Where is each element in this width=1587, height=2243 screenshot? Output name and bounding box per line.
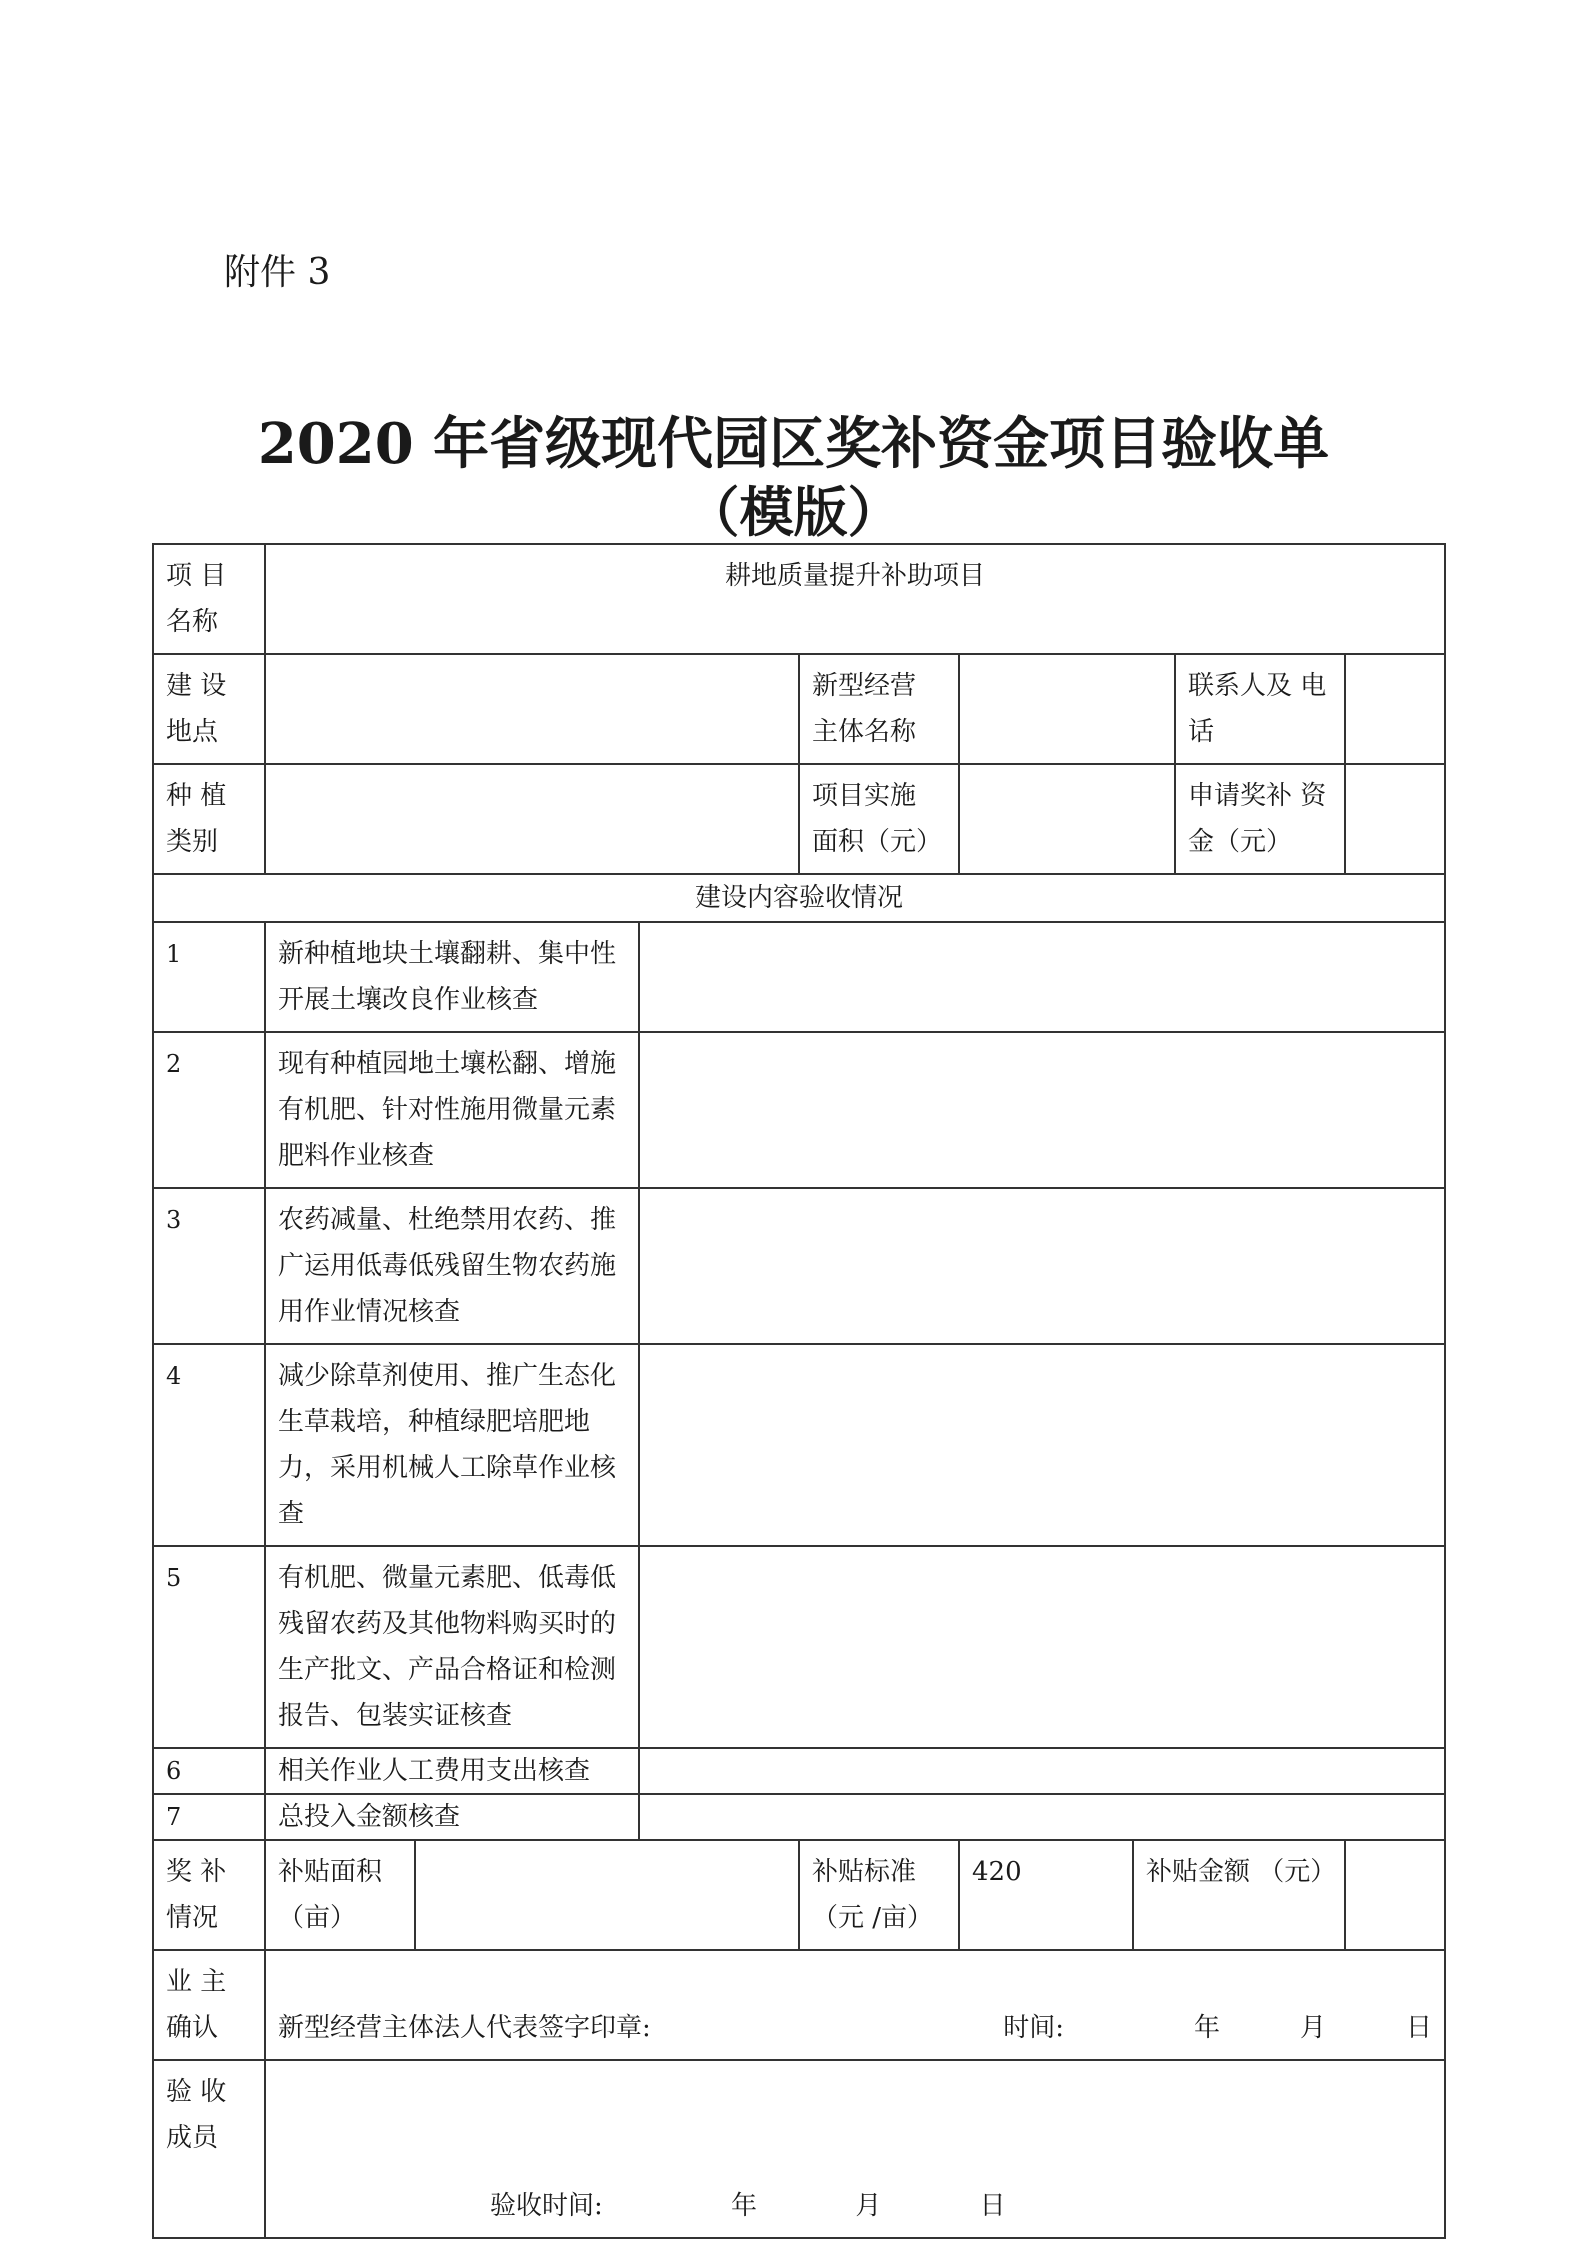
project-name-label: 项 目 名称 <box>153 544 265 654</box>
acceptance-time-label: 验收时间: <box>490 2191 603 2221</box>
item-text: 农药减量、杜绝禁用农药、推广运用低毒低残留生物农药施用作业情况核查 <box>265 1188 639 1344</box>
crop-label: 种 植 类别 <box>153 764 265 874</box>
subsidy-amount-value[interactable] <box>1345 1840 1445 1950</box>
section-header: 建设内容验收情况 <box>153 874 1445 922</box>
owner-label: 业 主 确认 <box>153 1950 265 2060</box>
item-text: 总投入金额核查 <box>265 1794 639 1840</box>
item-result[interactable] <box>639 1546 1445 1748</box>
entity-value[interactable] <box>959 654 1175 764</box>
subsidy-apply-label: 申请奖补 资金（元） <box>1175 764 1345 874</box>
item-number: 6 <box>153 1748 265 1794</box>
document-title: 2020 年省级现代园区奖补资金项目验收单 <box>257 411 1330 477</box>
contact-label: 联系人及 电话 <box>1175 654 1345 764</box>
item-text: 现有种植园地土壤松翻、增施有机肥、针对性施用微量元素肥料作业核查 <box>265 1032 639 1188</box>
acceptance-day: 日 <box>979 2191 1006 2221</box>
location-label: 建 设 地点 <box>153 654 265 764</box>
item-text: 有机肥、微量元素肥、低毒低残留农药及其他物料购买时的生产批文、产品合格证和检测报告、包装实证核查 <box>265 1546 639 1748</box>
document-subtitle: （模版） <box>685 480 902 544</box>
item-result[interactable] <box>639 1794 1445 1840</box>
owner-day: 日 <box>1406 2013 1433 2043</box>
area-value[interactable] <box>959 764 1175 874</box>
owner-sign-text: 新型经营主体法人代表签字印章: <box>278 2013 651 2043</box>
owner-sign-cell[interactable] <box>265 1950 1445 2060</box>
location-value[interactable] <box>265 654 799 764</box>
contact-value[interactable] <box>1345 654 1445 764</box>
item-result[interactable] <box>639 1344 1445 1546</box>
item-result[interactable] <box>639 1032 1445 1188</box>
item-result[interactable] <box>639 1748 1445 1794</box>
subsidy-amount-label: 补贴金额 （元） <box>1133 1840 1345 1950</box>
subsidy-area-label: 补贴面积 （亩） <box>265 1840 415 1950</box>
area-label: 项目实施 面积（元） <box>799 764 959 874</box>
owner-time-label: 时间: <box>1003 2013 1064 2043</box>
subsidy-label: 奖 补 情况 <box>153 1840 265 1950</box>
item-text: 新种植地块土壤翻耕、集中性开展土壤改良作业核查 <box>265 922 639 1032</box>
item-number: 1 <box>153 922 265 1032</box>
subsidy-area-value[interactable] <box>415 1840 799 1950</box>
owner-month: 月 <box>1299 2013 1326 2043</box>
subsidy-standard-label: 补贴标准（元 /亩） <box>799 1840 959 1950</box>
item-result[interactable] <box>639 1188 1445 1344</box>
members-cell[interactable] <box>265 2060 1445 2238</box>
subsidy-apply-value[interactable] <box>1345 764 1445 874</box>
item-text: 相关作业人工费用支出核查 <box>265 1748 639 1794</box>
item-result[interactable] <box>639 922 1445 1032</box>
crop-value[interactable] <box>265 764 799 874</box>
attachment-label: 附件 3 <box>224 252 331 293</box>
acceptance-year: 年 <box>731 2191 758 2221</box>
item-number: 5 <box>153 1546 265 1748</box>
item-number: 7 <box>153 1794 265 1840</box>
item-number: 4 <box>153 1344 265 1546</box>
members-label: 验 收 成员 <box>153 2060 265 2238</box>
owner-year: 年 <box>1193 2013 1220 2043</box>
entity-label: 新型经营 主体名称 <box>799 654 959 764</box>
subsidy-standard-value: 420 <box>959 1840 1133 1950</box>
item-text: 减少除草剂使用、推广生态化生草栽培，种植绿肥培肥地力，采用机械人工除草作业核查 <box>265 1344 639 1546</box>
item-number: 3 <box>153 1188 265 1344</box>
acceptance-month: 月 <box>855 2191 882 2221</box>
item-number: 2 <box>153 1032 265 1188</box>
acceptance-form <box>152 543 1446 2239</box>
project-name-value: 耕地质量提升补助项目 <box>265 544 1445 654</box>
